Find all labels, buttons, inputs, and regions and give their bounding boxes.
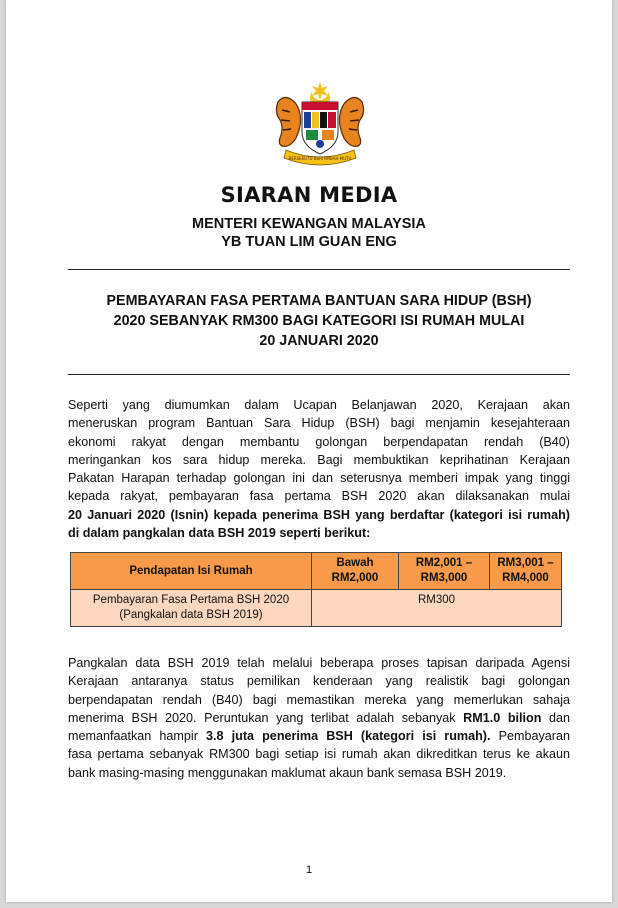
row-label: [71, 590, 312, 627]
coat-of-arms-emblem: [268, 80, 372, 170]
crest-motto: BERSEKUTU BERTAMBAH MUTU: [288, 156, 352, 161]
text-run-bold: RM1.0 bilion: [463, 710, 542, 725]
table-header-row: [71, 553, 562, 590]
text-run-bold: 3.8 juta penerima BSH (kategori isi rumah).: [206, 729, 491, 744]
text-line: Pakatan Harapan terhadap golongan ini dan seterusnya memberi impak yang tinggi: [68, 471, 570, 486]
text-line-bold: 20 Januari 2020 (Isnin) kepada penerima BSH yang berdaftar (kategori isi rumah): [68, 507, 570, 522]
text-line: ekonomi rakyat dengan membantu golongan berpendapatan rendah (B40): [68, 434, 570, 449]
text-line: bank masing-masing menggunakan maklumat akaun bank semasa BSH 2019.: [68, 765, 507, 780]
intro-paragraph: [68, 396, 570, 542]
page-number: 1: [305, 864, 313, 876]
text-line: [68, 709, 570, 727]
header-text: RM3,000: [420, 572, 468, 584]
header-text: Bawah: [336, 557, 374, 569]
header-text: RM2,000: [331, 572, 379, 584]
text-line: berpendapatan rendah (B40) bagi memastikan mereka yang memerlukan sahaja: [68, 692, 570, 707]
text-line: meneruskan program Bantuan Sara Hidup (BSH) bagi menjamin kesejahteraan: [68, 416, 570, 431]
cell-text: Pembayaran Fasa Pertama BSH 2020: [92, 594, 290, 606]
text-line-bold: di dalam pangkalan data BSH 2019 seperti berikut:: [68, 526, 371, 541]
header-text: RM2,001 –: [415, 557, 473, 569]
text-line: fasa pertama sebanyak RM300 bagi setiap isi rumah akan dikreditkan terus ke akaun: [68, 747, 570, 762]
text-run: dan: [541, 710, 570, 725]
header-text: RM3,001 –: [497, 557, 554, 569]
bsh-payment-table: [70, 552, 562, 627]
header-income: Pendapatan Isi Rumah: [71, 553, 312, 590]
document-page: [6, 0, 612, 902]
page-title: SIARAN MEDIA: [220, 183, 398, 207]
row-value: RM300: [312, 590, 562, 627]
cell-text: (Pangkalan data BSH 2019): [119, 609, 263, 621]
detail-paragraph: [68, 654, 570, 782]
text-run: Pembayaran: [490, 729, 570, 744]
headline-line: 20 JANUARI 2020: [259, 333, 379, 349]
headline-line: 2020 SEBANYAK RM300 BAGI KATEGORI ISI RUMAH MULAI: [113, 313, 525, 329]
minister-title: MENTERI KEWANGAN MALAYSIA: [192, 216, 426, 232]
bottom-divider: [68, 374, 570, 375]
text-run: memanfaatkan hampir: [68, 729, 207, 744]
text-line: Kerajaan antaranya status pemilikan kenderaan yang realistik bagi golongan: [68, 674, 570, 689]
header-3001-4000: [490, 553, 562, 590]
header-2001-3000: [399, 553, 490, 590]
headline-line: PEMBAYARAN FASA PERTAMA BANTUAN SARA HIDUP (BSH): [106, 293, 532, 309]
minister-name: YB TUAN LIM GUAN ENG: [221, 234, 397, 250]
text-line: meringankan kos sara hidup mereka. Bagi membuktikan keprihatinan Kerajaan: [68, 452, 570, 467]
text-run: menerima BSH 2020. Peruntukan yang terlibat adalah sebanyak: [68, 710, 464, 725]
table-row: [71, 590, 562, 627]
text-line: Seperti yang diumumkan dalam Ucapan Belanjawan 2020, Kerajaan akan: [68, 398, 570, 412]
press-headline: [68, 291, 570, 351]
text-line: kepada rakyat, pembayaran fasa pertama BSH 2020 akan dilaksanakan mulai: [68, 489, 570, 504]
header-below-2000: [312, 553, 399, 590]
top-divider: [68, 269, 570, 270]
header-text: RM4,000: [502, 572, 549, 584]
text-line: [68, 727, 570, 745]
text-line: Pangkalan data BSH 2019 telah melalui beberapa proses tapisan daripada Agensi: [68, 656, 570, 670]
